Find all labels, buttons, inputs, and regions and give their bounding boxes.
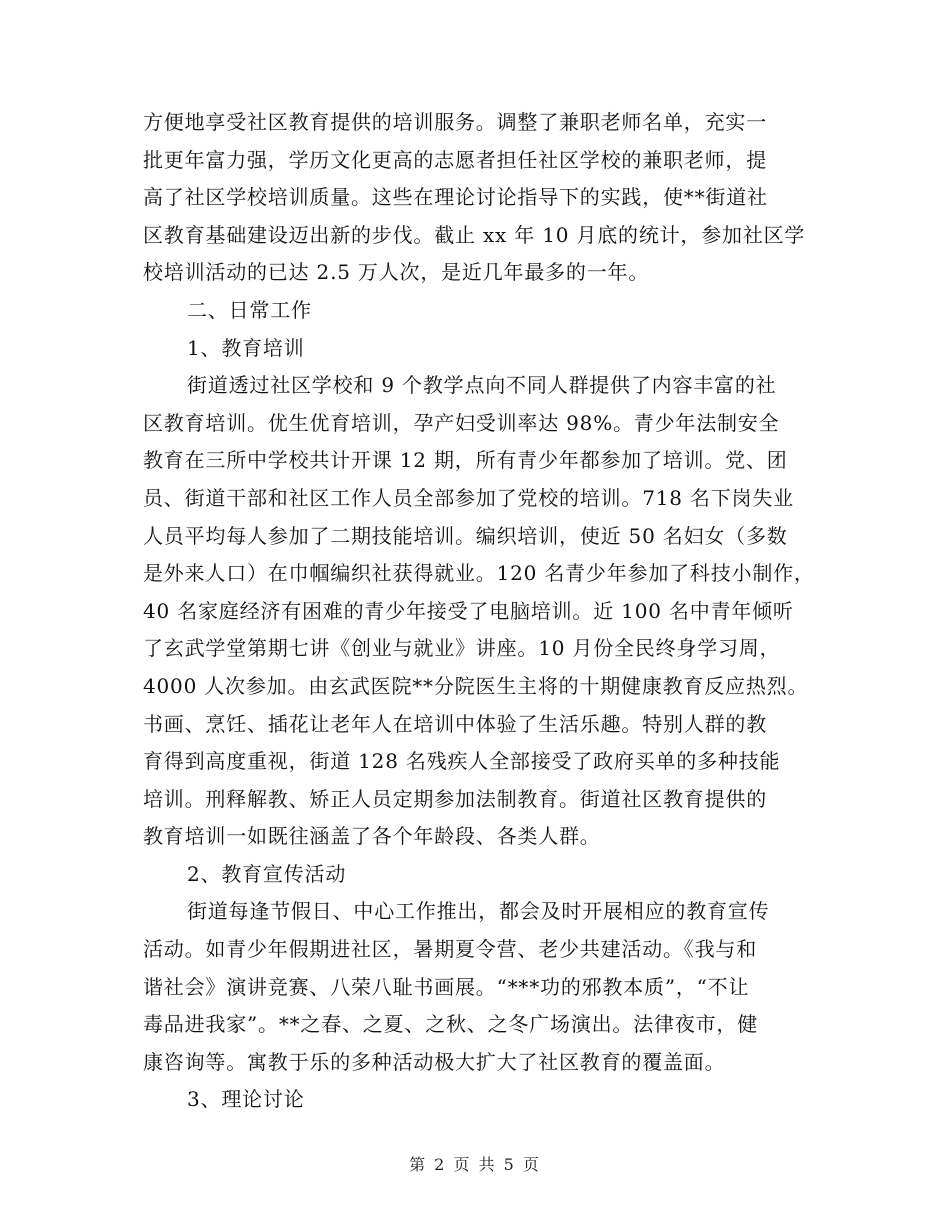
text-line: 人员平均每人参加了二期技能培训。编织培训，使近 50 名妇女（多数	[143, 523, 788, 548]
text-line: 街道每逢节假日、中心工作推出，都会及时开展相应的教育宣传	[187, 899, 770, 924]
text-line: 康咨询等。寓教于乐的多种活动极大扩大了社区教育的覆盖面。	[143, 1049, 726, 1074]
text-line: 1、教育培训	[187, 335, 305, 360]
text-line: 4000 人次参加。由玄武医院**分院医生主将的十期健康教育反应热烈。	[143, 673, 809, 698]
text-line: 谐社会》演讲竞赛、八荣八耻书画展。“***功的邪教本质”，“不让	[143, 974, 750, 999]
text-line: 校培训活动的已达 2.5 万人次，是近几年最多的一年。	[143, 260, 650, 285]
text-line: 区教育培训。优生优育培训，孕产妇受训率达 98%。青少年法制安全	[143, 410, 780, 435]
text-line: 批更年富力强，学历文化更高的志愿者担任社区学校的兼职老师，提	[143, 147, 767, 172]
text-line: 40 名家庭经济有困难的青少年接受了电脑培训。近 100 名中青年倾听	[143, 598, 794, 623]
text-line: 员、街道干部和社区工作人员全部参加了党校的培训。718 名下岗失业	[143, 485, 794, 510]
page-number-footer: 第 2 页 共 5 页	[409, 1155, 541, 1174]
text-line: 培训。刑释解教、矫正人员定期参加法制教育。街道社区教育提供的	[143, 786, 767, 811]
text-line: 教育在三所中学校共计开课 12 期，所有青少年都参加了培训。党、团	[143, 448, 788, 473]
text-line: 2、教育宣传活动	[187, 861, 347, 886]
text-line: 毒品进我家”。**之春、之夏、之秋、之冬广场演出。法律夜市，健	[143, 1012, 759, 1037]
text-line: 二、日常工作	[187, 297, 312, 322]
document-body	[143, 104, 823, 1119]
text-line: 方便地享受社区教育提供的培训服务。调整了兼职老师名单，充实一	[143, 110, 767, 134]
text-line: 街道透过社区学校和 9 个教学点向不同人群提供了内容丰富的社	[187, 373, 777, 398]
text-line: 书画、烹饪、插花让老年人在培训中体验了生活乐趣。特别人群的教	[143, 711, 767, 736]
text-line: 了玄武学堂第期七讲《创业与就业》讲座。10 月份全民终身学习周，	[143, 636, 781, 661]
text-line: 育得到高度重视，街道 128 名残疾人全部接受了政府买单的多种技能	[143, 749, 781, 774]
text-line: 是外来人口）在巾帼编织社获得就业。120 名青少年参加了科技小制作，	[143, 561, 815, 586]
text-line: 高了社区学校培训质量。这些在理论讨论指导下的实践，使**街道社	[143, 185, 768, 210]
text-line: 教育培训一如既往涵盖了各个年龄段、各类人群。	[143, 824, 601, 849]
text-line: 活动。如青少年假期进社区，暑期夏令营、老少共建活动。《我与和	[143, 937, 757, 962]
text-line: 3、理论讨论	[187, 1087, 305, 1112]
text-line: 区教育基础建设迈出新的步伐。截止 xx 年 10 月底的统计，参加社区学	[143, 222, 806, 247]
